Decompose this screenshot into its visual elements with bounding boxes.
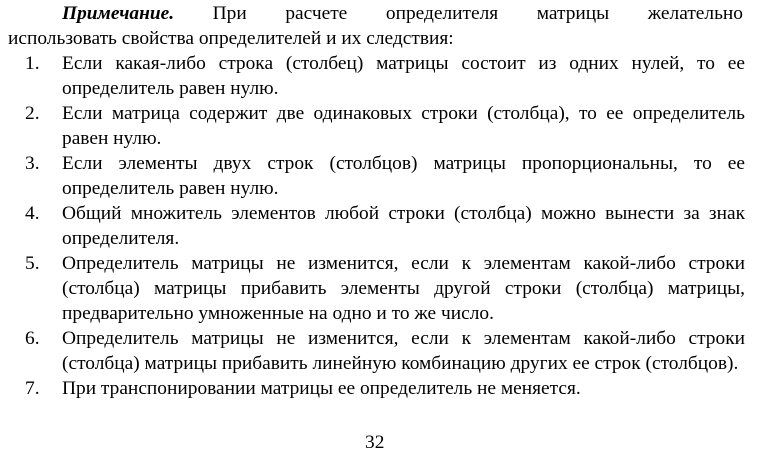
page-number: 32 <box>365 432 385 453</box>
list-item-number: 2. <box>25 103 40 124</box>
list-item <box>25 151 745 201</box>
list-item <box>25 201 745 251</box>
note-first-line <box>8 1 743 26</box>
list-item-text: Общий множитель элементов любой строки (столбца) можно вынести за знак определителя. <box>62 203 745 249</box>
properties-list <box>25 51 745 401</box>
list-item-number: 6. <box>25 328 40 349</box>
list-item-number: 1. <box>25 53 40 74</box>
list-item-text: При транспонировании матрицы ее определитель не меняется. <box>62 378 581 399</box>
list-item-text: Определитель матрицы не изменится, если к элементам какой-либо строки (столбца) матрицы прибавить линейную комбинацию других ее строк (столбцов). <box>62 328 745 374</box>
list-item-number: 5. <box>25 253 40 274</box>
list-item <box>25 326 745 376</box>
list-item-text: Если элементы двух строк (столбцов) матрицы пропорциональны, то ее определитель равен нулю. <box>62 153 745 199</box>
list-item-number: 4. <box>25 203 40 224</box>
list-item-text: Если какая-либо строка (столбец) матрицы состоит из одних нулей, то ее определитель равен нулю. <box>62 53 745 99</box>
list-item <box>25 376 745 401</box>
note-second-line: использовать свойства определителей и их следствия: <box>8 28 454 49</box>
list-item <box>25 51 745 101</box>
list-item <box>25 251 745 326</box>
list-item-text: Если матрица содержит две одинаковых строки (столбца), то ее определитель равен нулю. <box>62 103 745 149</box>
note-paragraph <box>8 1 743 51</box>
list-item-number: 7. <box>25 378 40 399</box>
list-item-number: 3. <box>25 153 40 174</box>
note-lead: Примечание. <box>62 3 175 24</box>
note-first-line-text: При расчете определителя матрицы желательно <box>174 3 743 24</box>
list-item-text: Определитель матрицы не изменится, если к элементам какой-либо строки (столбца) матрицы прибавить элементы другой строки (столбца) матрицы, предварительно умноженные на одно и то же число. <box>62 253 745 324</box>
list-item <box>25 101 745 151</box>
